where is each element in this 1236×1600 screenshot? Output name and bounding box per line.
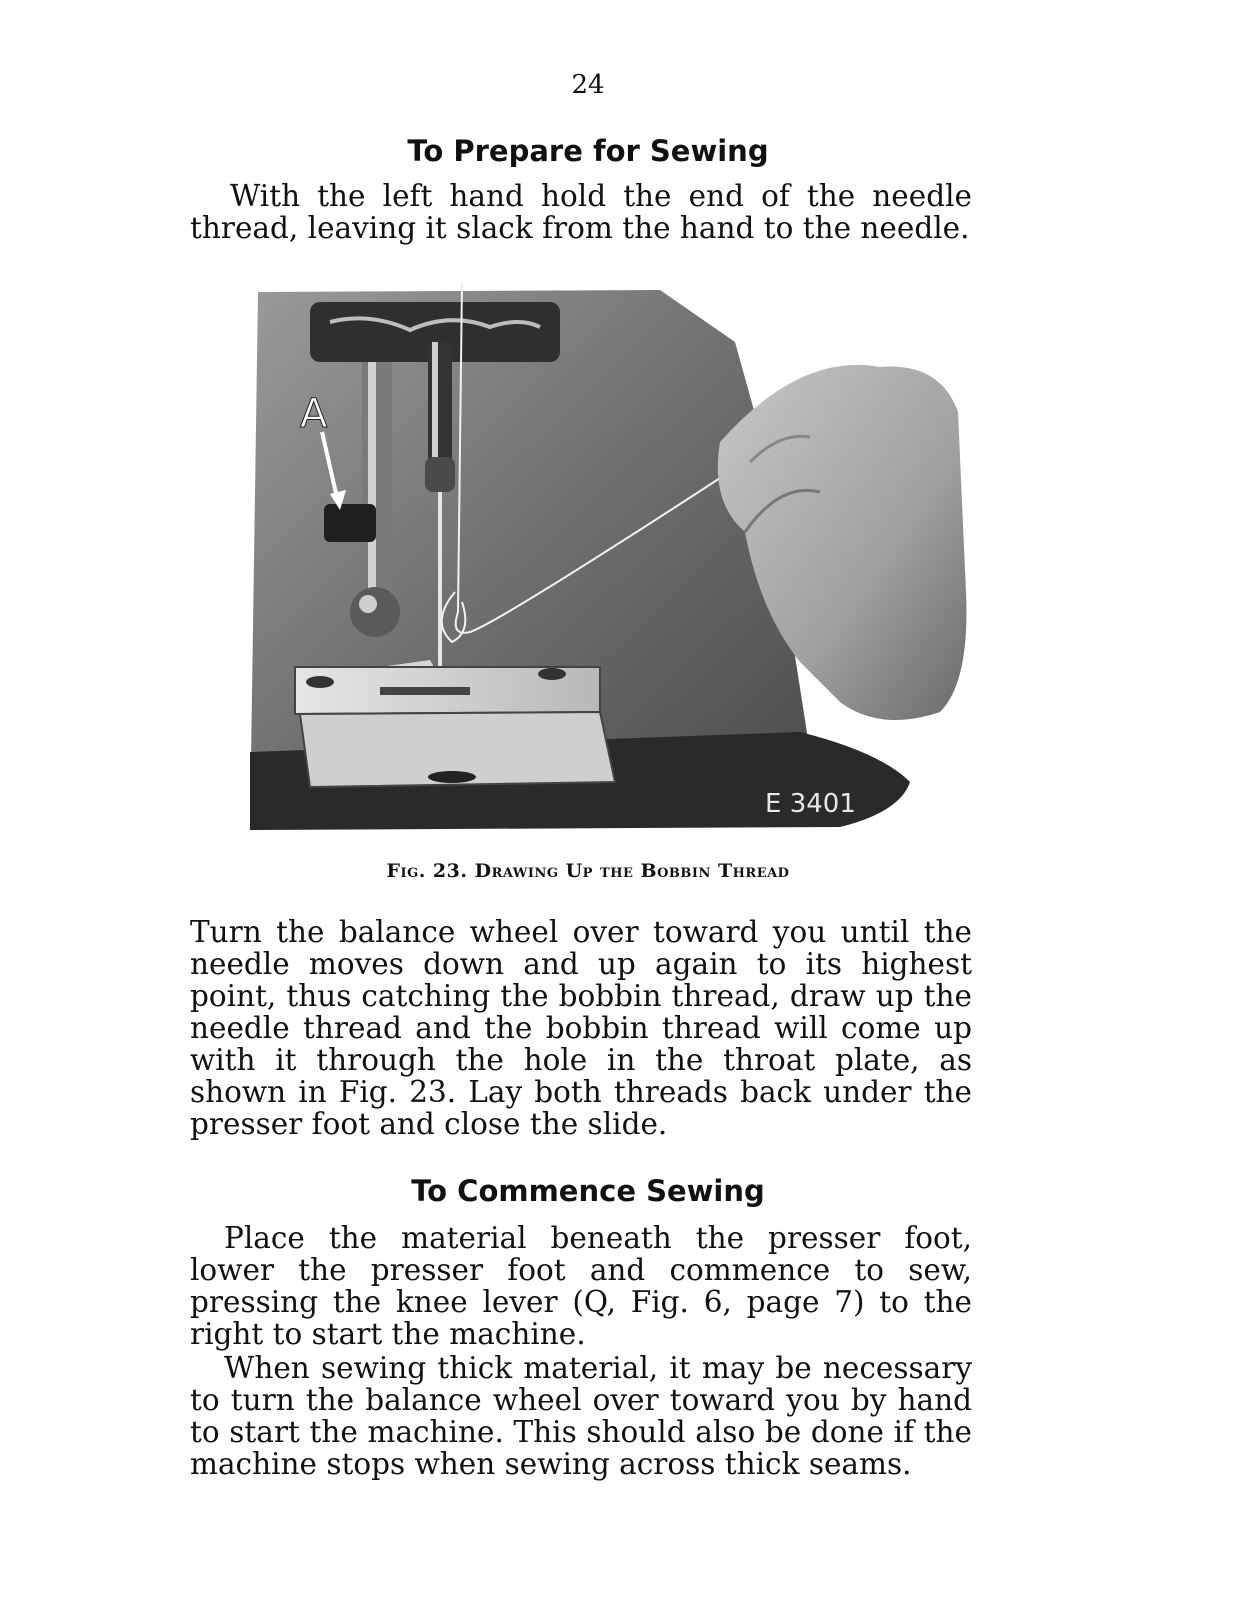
presser-bar [362, 362, 392, 612]
plate-code: E 3401 [765, 789, 856, 819]
paragraph-place-material: Place the material beneath the presser foot, lower the presser foot and commence to sew, pressing the knee lever (Q, Fig. 6, page 7) to the right to start the machine. [190, 1221, 972, 1351]
paragraph-thick-material: When sewing thick material, it may be necessary to turn the balance wheel over toward you by hand to start the machine. This should also be done if the machine stops when sewing across thick seams. [190, 1351, 972, 1481]
paragraph-prepare: With the left hand hold the end of the needle thread, leaving it slack from the hand to the needle. [190, 179, 972, 245]
figure-label-a: A [300, 391, 328, 437]
figure-23 [240, 282, 970, 834]
paragraph-balance-wheel: Turn the balance wheel over toward you until the needle moves down and up again to its highest point, thus catching the bobbin thread, draw up the needle thread and the bobbin thread will come up with it through the hole in the throat plate, as shown in Fig. 23. Lay both threads back under the presser foot and close the slide. [190, 915, 972, 1141]
needle-bar [428, 342, 452, 462]
figure-caption: Fig. 23. Drawing Up the Bobbin Thread [386, 860, 790, 882]
figure-illustration [240, 282, 970, 834]
page-number: 24 [571, 70, 605, 100]
section-heading-prepare: To Prepare for Sewing [407, 134, 769, 168]
section-heading-commence: To Commence Sewing [411, 1174, 765, 1208]
